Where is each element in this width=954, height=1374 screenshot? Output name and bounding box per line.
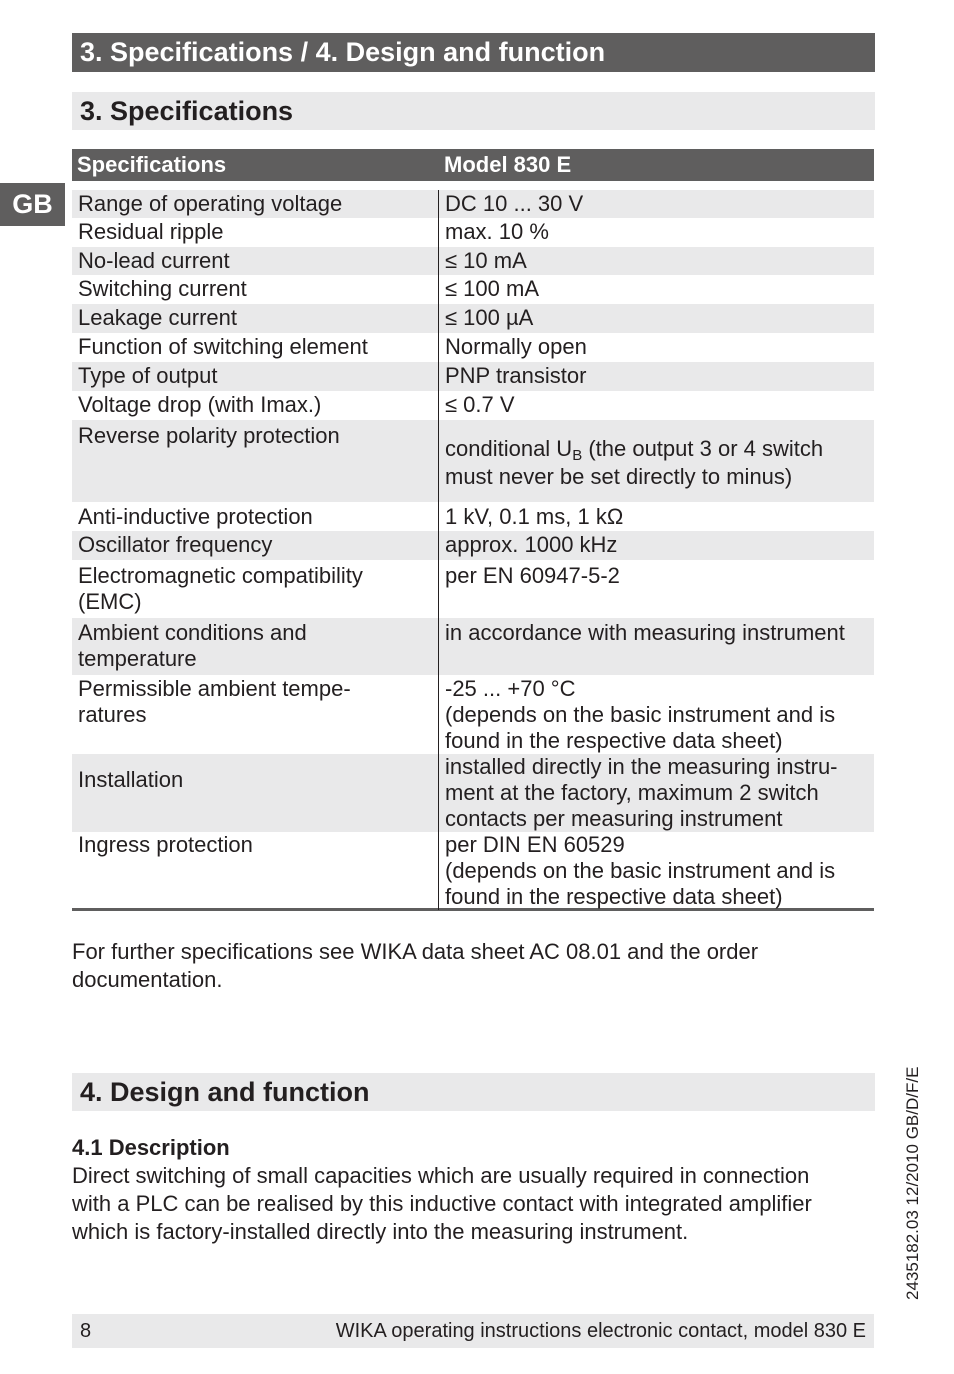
spec-header-col1: Specifications [77,152,227,177]
table-column-divider [438,190,439,910]
table-row [72,275,874,304]
spec-label: Electromagnetic compatibility (EMC) [78,563,363,614]
spec-value: ≤ 100 mA [445,276,540,301]
table-row [72,675,874,754]
spec-label: Residual ripple [78,219,224,244]
spec-value: max. 10 % [445,219,549,244]
table-row [72,391,874,420]
spec-value: Normally open [445,334,587,359]
spec-label: Anti-inductive protection [78,504,313,529]
spec-label: Installation [78,767,184,792]
spec-value: per EN 60947-5-2 [445,563,620,588]
spec-value: approx. 1000 kHz [445,532,618,557]
spec-label: Oscillator frequency [78,532,273,557]
table-row [72,618,874,675]
spec-table [72,190,874,911]
table-row [72,190,874,218]
section3-title: 3. Specifications [72,92,875,130]
spec-label: No-lead current [78,248,230,273]
table-row [72,247,874,275]
table-row [72,304,874,333]
spec-label: Ambient conditions and temperature [78,620,307,671]
spec-value: DC 10 ... 30 V [445,191,584,216]
spec-value: installed directly in the measuring instru- ment at the factory, maximum 2 switch contacts per measuring instrument [445,754,838,831]
spec-value: 1 kV, 0.1 ms, 1 kΩ [445,504,624,529]
spec-value: PNP transistor [445,363,587,388]
footer-text: WIKA operating instructions electronic contact, model 830 E [335,1320,866,1342]
spec-value: per DIN EN 60529 (depends on the basic instrument and is found in the respective data sheet) [445,832,836,909]
spec-value: ≤ 100 µA [445,305,534,330]
section4-title: 4. Design and function [72,1073,875,1111]
spec-table-header [72,149,874,181]
language-tab: GB [0,183,65,226]
spec-label: Type of output [78,363,218,388]
spec-label: Switching current [78,276,247,301]
section4-subtitle: 4.1 Description [72,1135,230,1160]
section3-note: For further specifications see WIKA data sheet AC 08.01 and the order documentation. [72,939,759,992]
table-row [72,333,874,362]
spec-value: conditional $U_B$ (the output 3 or 4 switch must never be set directly to minus) [445,436,824,489]
page-header: 3. Specifications / 4. Design and function [72,33,875,72]
section4-body: Direct switching of small capacities which are usually required in connection with a PLC can be realised by this inductive contact with integrated amplifier which is factory-installed directly into the measuring instrument. [72,1163,812,1244]
spec-label: Ingress protection [78,832,253,857]
table-row [72,531,874,560]
table-row [72,218,874,247]
spec-label: Voltage drop (with Imax.) [78,392,322,417]
spec-value: ≤ 10 mA [445,248,527,273]
table-row [72,420,874,502]
spec-label: Function of switching element [78,334,368,359]
document-code: 2435182.03 12/2010 GB/D/F/E [903,1066,922,1300]
spec-label: Leakage current [78,305,237,330]
table-row [72,832,874,908]
table-row [72,560,874,618]
table-row [72,362,874,391]
spec-label: Permissible ambient tempe- ratures [78,676,351,727]
page-footer [72,1314,874,1348]
spec-label: Reverse polarity protection [78,423,340,448]
spec-label: Range of operating voltage [78,191,343,216]
page-number: 8 [80,1320,92,1342]
spec-value: -25 ... +70 °C (depends on the basic instrument and is found in the respective data sheet) [445,676,836,753]
table-row [72,754,874,832]
spec-value: in accordance with measuring instrument [445,620,845,645]
table-row [72,502,874,531]
spec-value: ≤ 0.7 V [445,392,515,417]
spec-header-col2: Model 830 E [444,152,572,177]
